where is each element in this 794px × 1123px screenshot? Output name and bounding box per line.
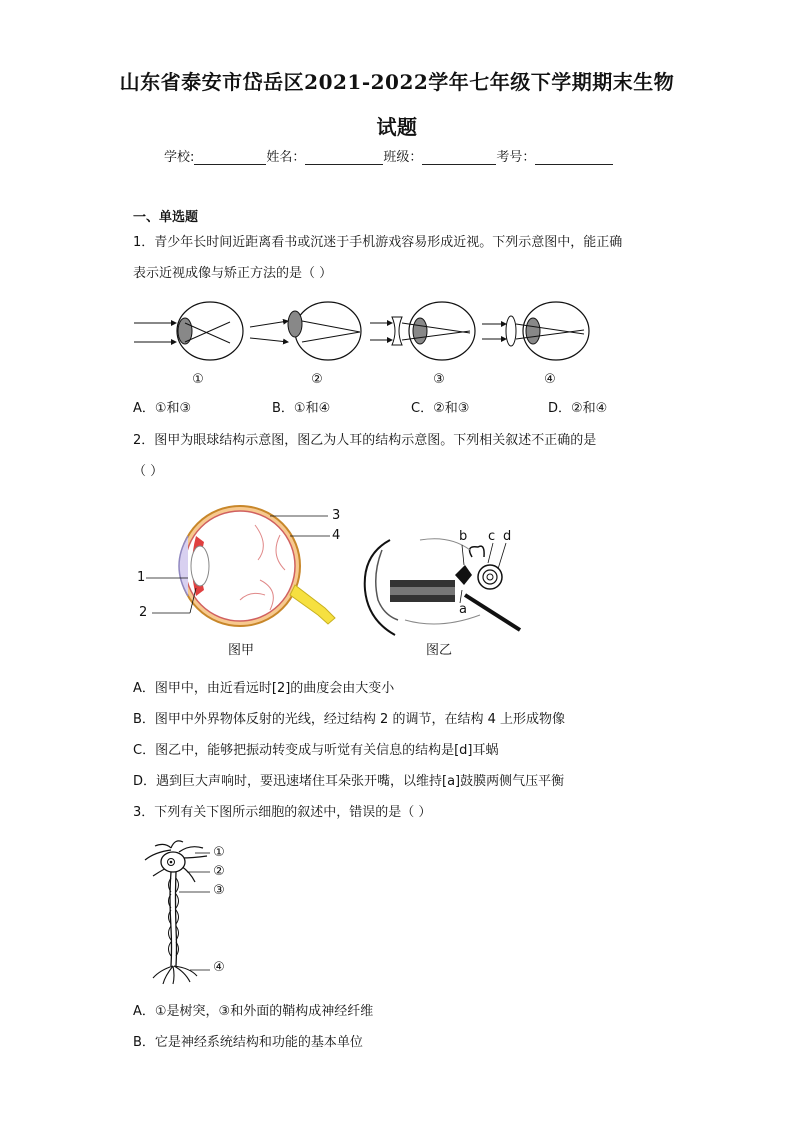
class-blank	[422, 150, 496, 165]
fig-a-caption: 图甲	[228, 643, 255, 658]
q2-stem-line2: （ ）	[133, 464, 164, 479]
q2-option-c[interactable]: C．图乙中，能够把振动转变成与听觉有关信息的结构是[d]耳蜗	[133, 743, 499, 758]
q1-option-c[interactable]: C．②和③	[411, 401, 470, 416]
ear-label-c: c	[488, 529, 496, 544]
ear-label-a: a	[459, 602, 467, 617]
q1-figure-label-1: ①	[192, 372, 204, 387]
ear-label-b: b	[459, 529, 468, 544]
student-info-line	[164, 146, 613, 165]
q1-option-d[interactable]: D．②和④	[548, 401, 608, 416]
neuron-label-2: ②	[213, 864, 225, 879]
neuron-label-3: ③	[213, 883, 225, 898]
eye-label-2: 2	[139, 605, 148, 620]
q3-option-b[interactable]: B．它是神经系统结构和功能的基本单位	[133, 1035, 363, 1050]
exam-no-blank	[535, 150, 613, 165]
q2-option-a[interactable]: A．图甲中，由近看远时[2]的曲度会由大变小	[133, 681, 395, 696]
section-heading: 一、单选题	[133, 210, 199, 225]
q1-figure-label-2: ②	[311, 372, 323, 387]
q1-option-b[interactable]: B．①和④	[272, 401, 331, 416]
eye-label-4: 4	[332, 528, 341, 543]
school-label: 学校:	[164, 150, 195, 165]
eye-diagram-1	[134, 302, 243, 360]
neuron-label-4: ④	[213, 960, 225, 975]
q2-stem-line1: 2．图甲为眼球结构示意图，图乙为人耳的结构示意图。下列相关叙述不正确的是	[133, 433, 597, 448]
eye-label-1: 1	[137, 570, 146, 585]
page-title-line2: 试题	[376, 115, 418, 139]
name-blank	[305, 150, 383, 165]
eye-diagram-4	[482, 302, 589, 360]
q3-stem: 3．下列有关下图所示细胞的叙述中，错误的是（ ）	[133, 805, 432, 820]
neuron-label-1: ①	[213, 845, 225, 860]
q1-figure-label-3: ③	[433, 372, 445, 387]
q1-stem-line2: 表示近视成像与矫正方法的是（ ）	[133, 266, 333, 281]
q2-option-d[interactable]: D．遇到巨大声响时，要迅速堵住耳朵张开嘴，以维持[a]鼓膜两侧气压平衡	[133, 774, 565, 789]
school-blank	[194, 150, 266, 165]
name-label: 姓名：	[266, 150, 306, 165]
ear-label-d: d	[503, 529, 512, 544]
page-title: 山东省泰安市岱岳区2021-2022学年七年级下学期期末生物	[119, 70, 675, 94]
eye-diagram-2	[250, 302, 361, 360]
q2-option-b[interactable]: B．图甲中外界物体反射的光线，经过结构 2 的调节，在结构 4 上形成物像	[133, 712, 565, 727]
ear-structure-diagram	[360, 535, 525, 640]
q1-eye-diagrams	[130, 296, 600, 366]
fig-b-caption: 图乙	[426, 643, 453, 658]
eye-label-3: 3	[332, 508, 341, 523]
eye-structure-diagram	[130, 500, 345, 635]
class-label: 班级：	[383, 150, 423, 165]
q1-stem-line1: 1．青少年长时间近距离看书或沉迷于手机游戏容易形成近视。下列示意图中，能正确	[133, 235, 623, 250]
q3-option-a[interactable]: A．①是树突，③和外面的鞘构成神经纤维	[133, 1004, 374, 1019]
eye-diagram-3	[370, 302, 475, 360]
q1-figure-label-4: ④	[544, 372, 556, 387]
exam-no-label: 考号：	[496, 150, 536, 165]
q1-option-a[interactable]: A．①和③	[133, 401, 192, 416]
